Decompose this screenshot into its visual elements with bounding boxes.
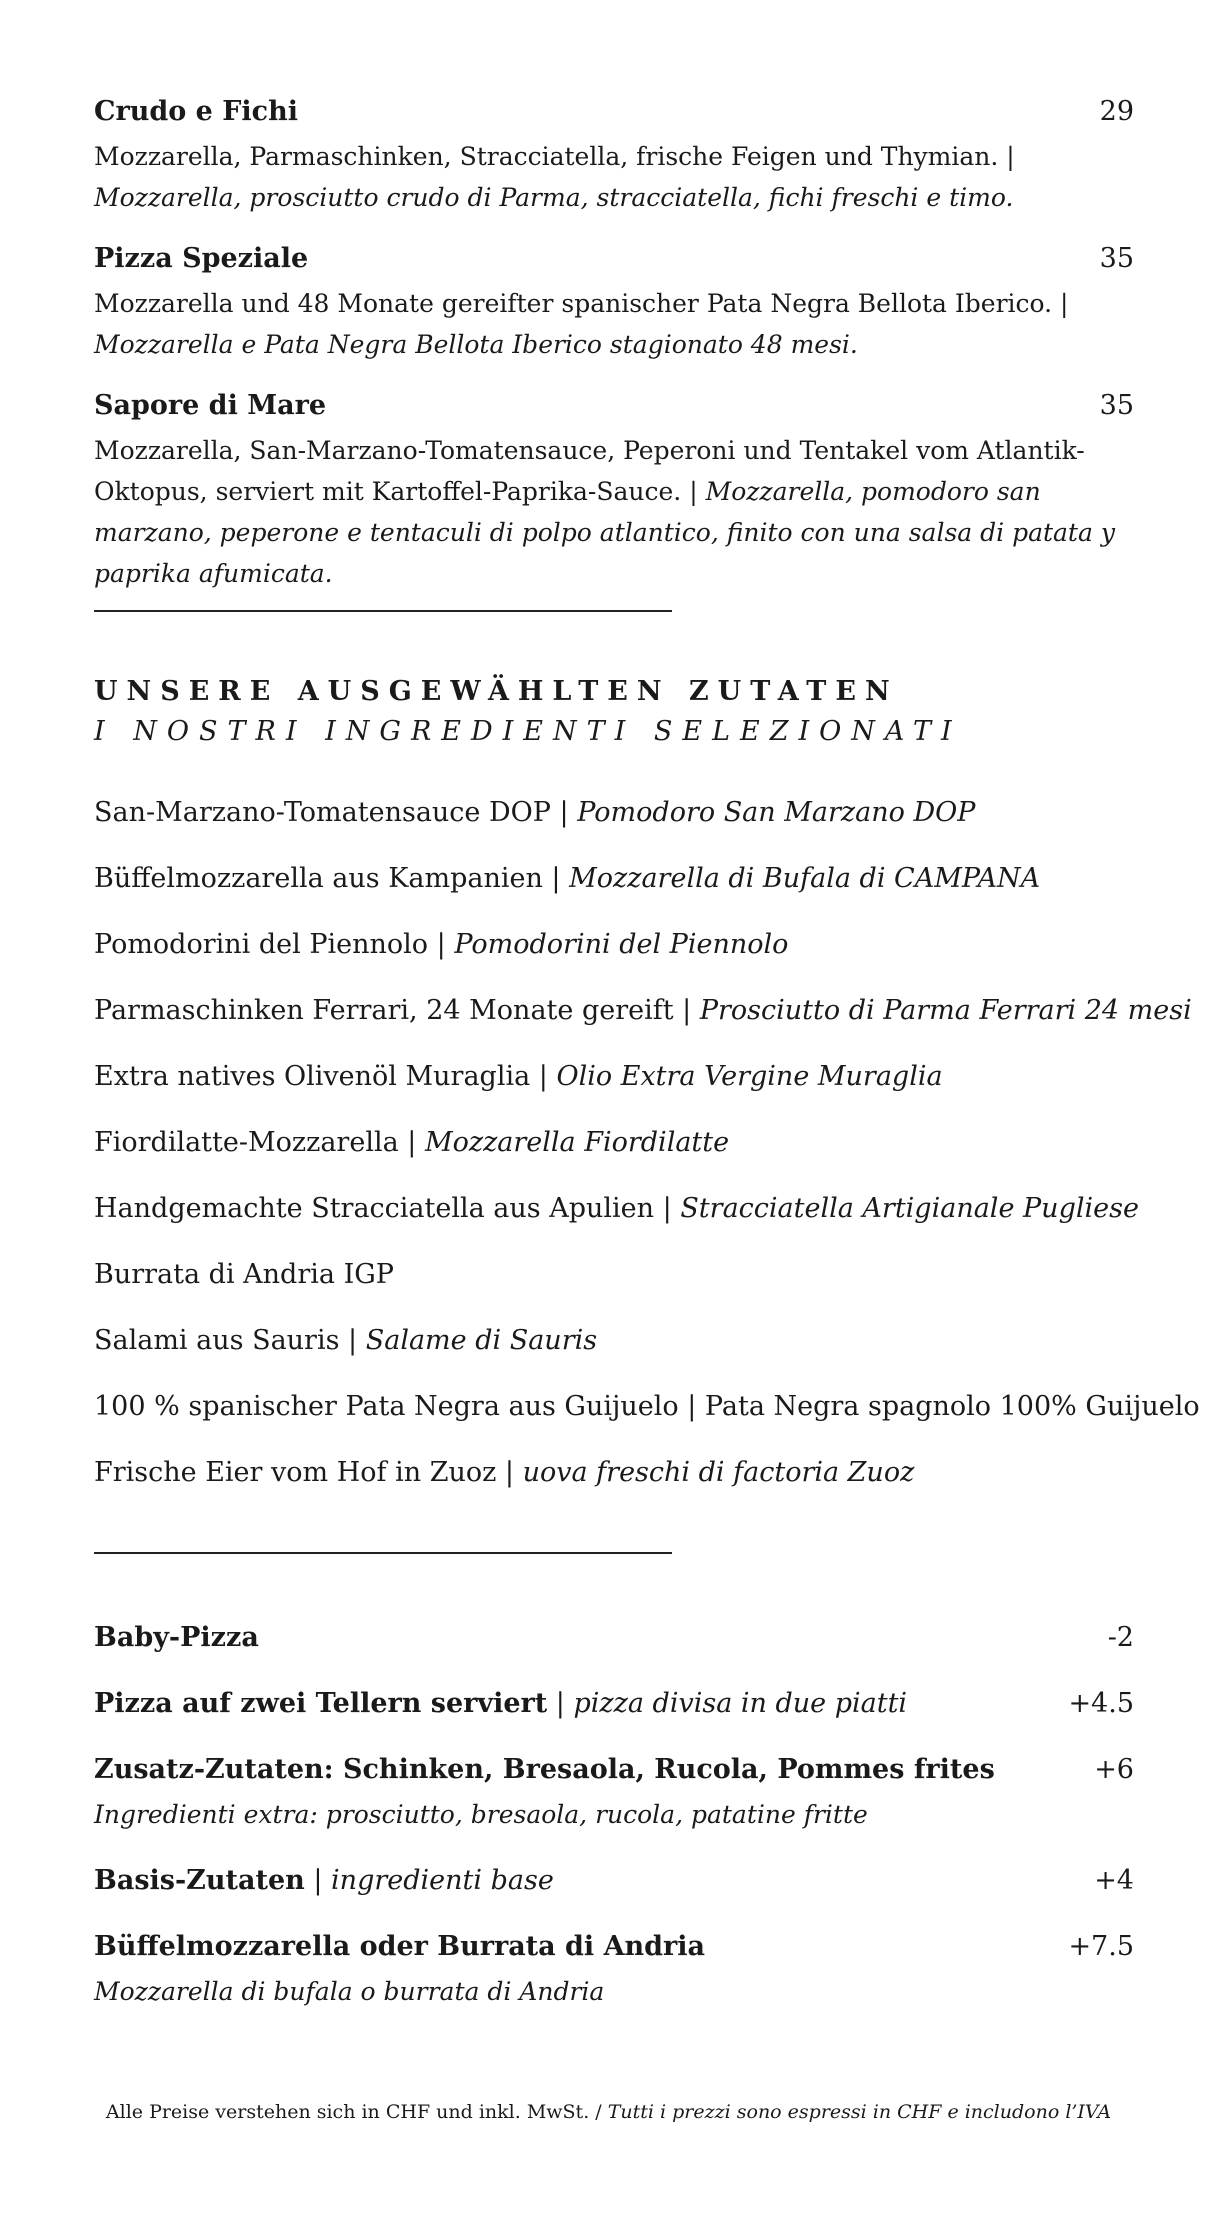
ingredient-item: Extra natives Olivenöl Muraglia | Olio Extra Vergine Muraglia: [94, 1061, 943, 1092]
dish-description: [94, 283, 1134, 365]
description-it: Mozzarella, prosciutto crudo di Parma, stracciatella, fichi freschi e timo.: [94, 183, 1014, 212]
extra-name: Zusatz-Zutaten: Schinken, Bresaola, Rucola, Pommes frites: [94, 1754, 995, 1785]
menu-item: [94, 390, 1134, 594]
ingredient-item: Parmaschinken Ferrari, 24 Monate gereift | Prosciutto di Parma Ferrari 24 mesi: [94, 995, 1192, 1026]
ingredient-item: San-Marzano-Tomatensauce DOP | Pomodoro San Marzano DOP: [94, 797, 976, 828]
dish-name: Crudo e Fichi: [94, 96, 298, 127]
menu-item: [94, 96, 1134, 218]
extra-price: +7.5: [1068, 1931, 1134, 1962]
extra-name: Baby-Pizza: [94, 1622, 259, 1653]
ingredient-item: 100 % spanischer Pata Negra aus Guijuelo | Pata Negra spagnolo 100% Guijuelo: [94, 1391, 1200, 1422]
ingredient-item: Burrata di Andria IGP: [94, 1259, 394, 1290]
separator: |: [998, 142, 1015, 171]
extra-price: +4.5: [1068, 1688, 1134, 1719]
dish-price: 35: [1099, 243, 1134, 274]
description-it: Mozzarella, pomodoro san marzano, peperone e tentaculi di polpo atlantico, finito con una salsa di patata y paprika afumicata.: [94, 477, 1115, 588]
extra-name: Büffelmozzarella oder Burrata di Andria: [94, 1931, 706, 1962]
extra-item: Pizza auf zwei Tellern serviert | pizza divisa in due piatti +4.5: [94, 1688, 1134, 1719]
dish-price: 29: [1099, 96, 1134, 127]
description-de: Mozzarella, Parmaschinken, Stracciatella, frische Feigen und Thymian.: [94, 142, 999, 171]
section-subtitle: I NOSTRI INGREDIENTI SELEZIONATI: [94, 716, 962, 747]
price-footnote: Alle Preise verstehen sich in CHF und inkl. MwSt. / Tutti i prezzi sono espressi in CHF e includono l’IVA: [105, 2101, 1112, 2123]
extra-item: [94, 1931, 1134, 2006]
description-it: Mozzarella e Pata Negra Bellota Iberico stagionato 48 mesi.: [94, 330, 858, 359]
extra-price: +4: [1094, 1865, 1134, 1896]
extra-name: Pizza auf zwei Tellern serviert: [94, 1688, 548, 1719]
extra-item: Basis-Zutaten | ingredienti base +4: [94, 1865, 1134, 1896]
description-de: Mozzarella, San-Marzano-Tomatensauce, Peperoni und Tentakel vom Atlantik-Oktopus, serviert mit Kartoffel-Paprika-Sauce.: [94, 436, 1085, 506]
extra-item: [94, 1754, 1134, 1829]
description-de: Mozzarella und 48 Monate gereifter spanischer Pata Negra Bellota Iberico.: [94, 289, 1053, 318]
extra-subtitle: Mozzarella di bufala o burrata di Andria: [94, 1977, 605, 2006]
extra-item: [94, 1622, 1134, 1662]
divider-line: [94, 610, 672, 612]
dish-price: 35: [1099, 390, 1134, 421]
dish-description: [94, 430, 1134, 594]
ingredient-item: Fiordilatte-Mozzarella | Mozzarella Fiordilatte: [94, 1127, 730, 1158]
ingredient-item: Salami aus Sauris | Salame di Sauris: [94, 1325, 598, 1356]
ingredient-item: Pomodorini del Piennolo | Pomodorini del Piennolo: [94, 929, 789, 960]
extra-price: -2: [1107, 1622, 1134, 1653]
divider-line: [94, 1552, 672, 1554]
ingredient-item: Büffelmozzarella aus Kampanien | Mozzarella di Bufala di CAMPANA: [94, 863, 1041, 894]
separator: |: [1052, 289, 1069, 318]
dish-name: Sapore di Mare: [94, 390, 327, 421]
extra-name: Basis-Zutaten: [94, 1865, 305, 1896]
ingredient-item: Frische Eier vom Hof in Zuoz | uova freschi di factoria Zuoz: [94, 1457, 915, 1488]
separator: |: [681, 477, 706, 506]
ingredient-item: Handgemachte Stracciatella aus Apulien | Stracciatella Artigianale Pugliese: [94, 1193, 1139, 1224]
extra-price: +6: [1094, 1754, 1134, 1785]
menu-item: [94, 243, 1134, 365]
dish-name: Pizza Speziale: [94, 243, 309, 274]
extra-subtitle: Ingredienti extra: prosciutto, bresaola, rucola, patatine fritte: [94, 1800, 868, 1829]
dish-description: [94, 136, 1134, 218]
section-title: UNSERE AUSGEWÄHLTEN ZUTATEN: [94, 676, 899, 707]
